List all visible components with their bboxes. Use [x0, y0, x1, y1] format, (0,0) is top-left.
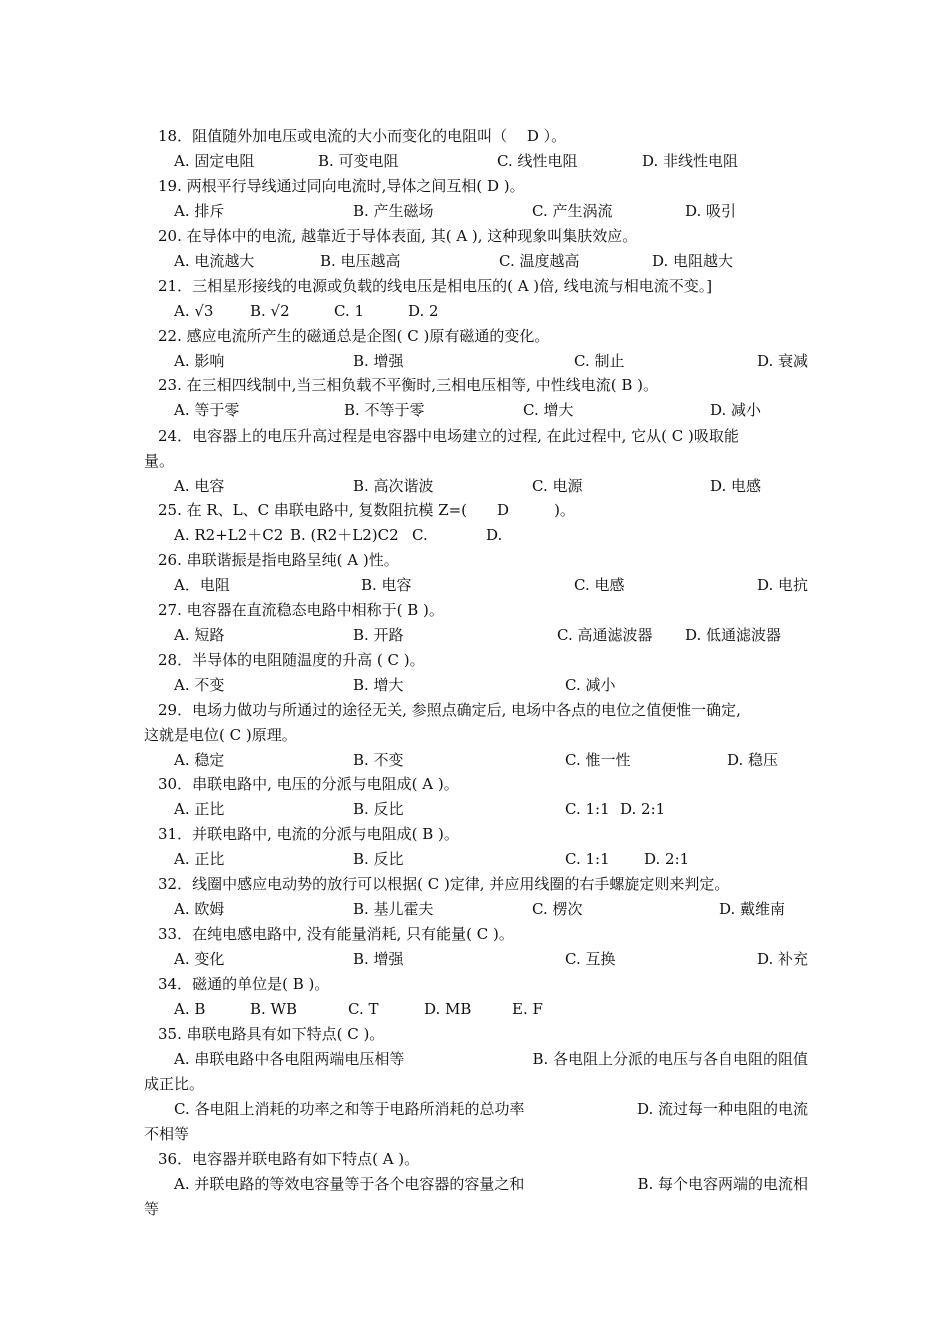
option-d: D. 减小	[710, 401, 762, 419]
question-32: 32．线圈中感应电动势的放行可以根据( C )定律, 并应用线圈的右手螺旋定则来判定。	[158, 875, 730, 893]
options-32	[144, 897, 808, 922]
option-c: C. 线性电阻	[497, 152, 578, 170]
option-b: B. 电容	[361, 576, 412, 594]
option-b: B. 每个电容两端的电流相	[637, 1175, 808, 1193]
option-c: C. 互换	[565, 950, 616, 968]
option-a: A. 电容	[174, 477, 225, 495]
option-b: B. 反比	[353, 850, 404, 868]
option-a: A. 正比	[174, 850, 225, 868]
question-28: 28．半导体的电阻随温度的升高 ( C )。	[158, 651, 425, 669]
question-33: 33．在纯电感电路中, 没有能量消耗, 只有能量( C )。	[158, 925, 514, 943]
option-a: A．电阻	[174, 576, 230, 594]
options-19	[144, 199, 808, 224]
question-26: 26. 串联谐振是指电路呈纯( A )性。	[158, 551, 399, 569]
option-d: D. 2	[408, 302, 439, 320]
option-d: D. 电感	[710, 477, 762, 495]
question-22: 22. 感应电流所产生的磁通总是企图( C )原有磁通的变化。	[158, 327, 550, 345]
option-b: B. 反比	[353, 800, 404, 818]
option-a: A. 正比	[174, 800, 225, 818]
options-26	[144, 573, 808, 598]
question-24: 24．电容器上的电压升高过程是电容器中电场建立的过程, 在此过程中, 它从( C )吸取能	[158, 427, 739, 445]
option-a: A. 等于零	[174, 401, 240, 419]
option-c: C. 电感	[574, 576, 625, 594]
option-c: C. 制止	[574, 352, 625, 370]
question-18: 18．阻值随外加电压或电流的大小而变化的电阻叫（ D ）。	[158, 127, 567, 145]
option-d: D. 流过每一种电阻的电流	[636, 1100, 808, 1118]
option-b: B. 电压越高	[320, 252, 401, 270]
option-a: A. 排斥	[174, 202, 225, 220]
option-b: B. 不变	[353, 751, 404, 769]
option-c: C. 高通滤波器	[557, 626, 653, 644]
options-28	[144, 673, 808, 698]
option-c: C. 电源	[532, 477, 583, 495]
question-25: 25. 在 R、L、C 串联电路中, 复数阻抗模 Z=( D )。	[158, 501, 575, 519]
option-c: C. 增大	[523, 401, 574, 419]
option-a: A. 短路	[174, 626, 225, 644]
option-d: D. 吸引	[685, 202, 737, 220]
option-b: B. 基儿霍夫	[353, 900, 434, 918]
option-a: A. √3	[174, 302, 214, 320]
option-a: A. B	[174, 1000, 206, 1018]
option-d: D. 2:1	[644, 850, 690, 868]
options-21	[144, 299, 808, 324]
options-35-line-4: 不相等	[144, 1125, 190, 1143]
options-35-line-3	[144, 1097, 808, 1122]
options-35-line-2: 成正比。	[144, 1075, 205, 1093]
option-d: D. MB	[424, 1000, 472, 1018]
question-21: 21．三相星形接线的电源或负载的线电压是相电压的( A )倍, 线电流与相电流不变。]	[158, 277, 713, 295]
option-d: D. 低通滤波器	[685, 626, 782, 644]
option-b: B. 各电阻上分派的电压与各自电阻的阻值	[532, 1050, 808, 1068]
options-35-line-1	[144, 1047, 808, 1072]
option-c: C. T	[348, 1000, 379, 1018]
question-24-continued: 量。	[144, 452, 175, 470]
option-d: D. 补充	[756, 950, 808, 968]
option-d: D. 2:1	[620, 800, 666, 818]
options-36-line-2: 等	[144, 1200, 160, 1218]
option-d: D. 非线性电阻	[642, 152, 739, 170]
option-a: A. 变化	[174, 950, 225, 968]
question-30: 30．串联电路中, 电压的分派与电阻成( A )。	[158, 775, 459, 793]
option-b: B. 高次谐波	[353, 477, 434, 495]
options-25	[144, 523, 808, 548]
question-29: 29．电场力做功与所通过的途径无关, 参照点确定后, 电场中各点的电位之值便惟一确定,	[158, 701, 741, 719]
question-35: 35. 串联电路具有如下特点( C )。	[158, 1025, 385, 1043]
options-33	[144, 947, 808, 972]
option-a: A. 欧姆	[174, 900, 225, 918]
options-27	[144, 623, 808, 648]
option-b: B. 不等于零	[344, 401, 425, 419]
option-a: A. 影响	[174, 352, 225, 370]
options-23	[144, 398, 808, 423]
option-b: B. 增强	[353, 950, 404, 968]
option-c: C. 各电阻上消耗的功率之和等于电路所消耗的总功率	[174, 1100, 525, 1118]
question-34: 34．磁通的单位是( B )。	[158, 975, 330, 993]
options-20	[144, 249, 808, 274]
option-c: C. 1:1	[565, 850, 610, 868]
option-a: A. 电流越大	[174, 252, 255, 270]
option-d: D. 电阻越大	[652, 252, 734, 270]
option-b: B. WB	[250, 1000, 297, 1018]
question-31: 31．并联电路中, 电流的分派与电阻成( B )。	[158, 825, 459, 843]
option-b: B. 可变电阻	[318, 152, 399, 170]
question-36: 36．电容器并联电路有如下特点( A )。	[158, 1150, 420, 1168]
options-36-line-1	[144, 1172, 808, 1197]
options-18	[144, 149, 808, 174]
options-29	[144, 748, 808, 773]
option-e: E. F	[512, 1000, 543, 1018]
option-d: D. 戴维南	[719, 900, 786, 918]
question-29-continued: 这就是电位( C )原理。	[144, 726, 297, 744]
options-22	[144, 349, 808, 374]
option-d: D. 稳压	[727, 751, 779, 769]
option-b: B. (R2＋L2)C2	[290, 526, 399, 544]
question-19: 19. 两根平行导线通过同向电流时,导体之间互相( D )。	[158, 177, 525, 195]
option-d: D. 电抗	[756, 576, 808, 594]
option-c: C. 1:1	[565, 800, 610, 818]
options-24	[144, 474, 808, 499]
options-34	[144, 997, 808, 1022]
option-c: C. 1	[334, 302, 365, 320]
question-27: 27. 电容器在直流稳态电路中相称于( B )。	[158, 601, 444, 619]
option-d: D.	[486, 526, 503, 544]
option-a: A. 稳定	[174, 751, 225, 769]
options-31	[144, 847, 808, 872]
option-c: C. 减小	[565, 676, 616, 694]
option-a: A. 不变	[174, 676, 225, 694]
option-a: A. 固定电阻	[174, 152, 255, 170]
option-b: B. 产生磁场	[353, 202, 434, 220]
option-b: B. 增强	[353, 352, 404, 370]
option-a: A. 串联电路中各电阻两端电压相等	[174, 1050, 405, 1068]
option-c: C. 温度越高	[499, 252, 580, 270]
question-23: 23. 在三相四线制中,当三相负载不平衡时,三相电压相等, 中性线电流( B )。	[158, 376, 658, 394]
question-20: 20. 在导体中的电流, 越靠近于导体表面, 其( A ), 这种现象叫集肤效应。	[158, 227, 638, 245]
option-b: B. 开路	[353, 626, 404, 644]
option-a: A. R2+L2＋C2	[174, 526, 284, 544]
option-d: D. 衰减	[756, 352, 808, 370]
option-c: C. 产生涡流	[532, 202, 613, 220]
option-a: A. 并联电路的等效电容量等于各个电容器的容量之和	[174, 1175, 525, 1193]
option-c: C. 楞次	[532, 900, 583, 918]
option-b: B. √2	[250, 302, 290, 320]
option-c: C. 惟一性	[565, 751, 631, 769]
option-b: B. 增大	[353, 676, 404, 694]
options-30	[144, 797, 808, 822]
option-c: C.	[412, 526, 428, 544]
